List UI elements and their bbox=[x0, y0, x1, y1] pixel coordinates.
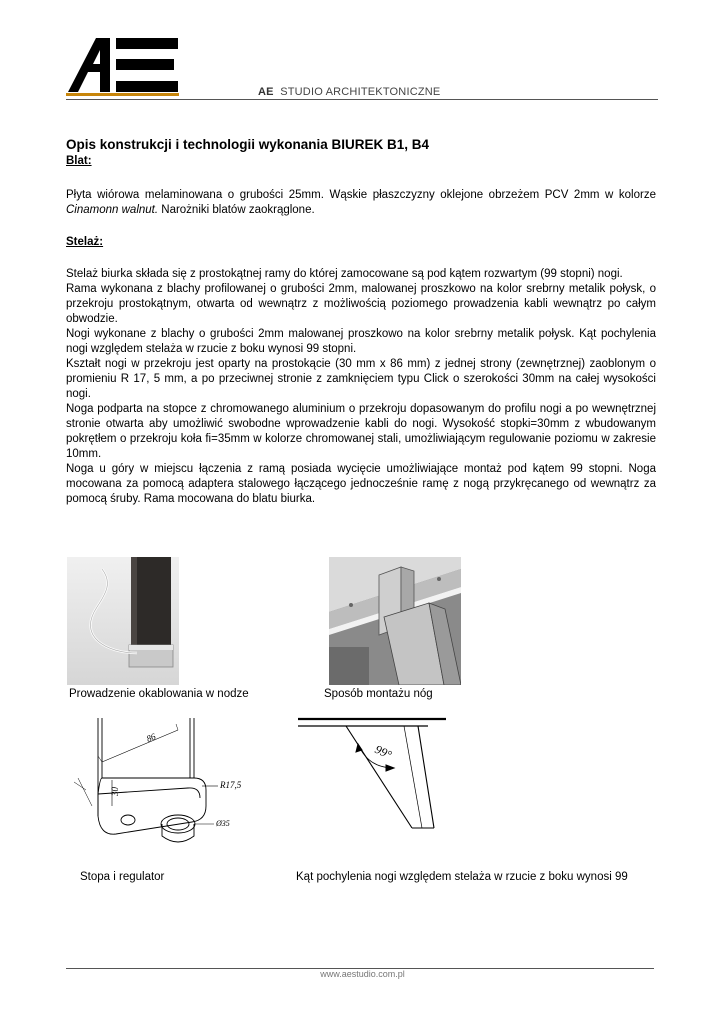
stelaz-paragraph: Kształt nogi w przekroju jest oparty na prostokącie (30 mm x 86 mm) z jednej strony (zewnętrznej) zaoblonym o promieniu R 17, 5 mm, a po przeciwnej stronie z zamknięciem typu Click o szerokości 30mm na całej wysokości nogi. bbox=[66, 358, 656, 400]
stelaz-text bbox=[66, 267, 656, 507]
leg-mounting-photo bbox=[329, 557, 461, 685]
angle-label: 99° bbox=[372, 742, 394, 762]
caption-foot-regulator: Stopa i regulator bbox=[80, 871, 165, 883]
section-heading-stelaz: Stelaż: bbox=[66, 236, 104, 248]
stelaz-paragraph: Rama wykonana z blachy profilowanej o grubości 2mm, malowanej proszkowo na kolor srebrny metalik połysk, o przekroju prostokątnym, otwarta od wewnątrz z możliwością poziomego prowadzenia kabli wewnątrz po całym obwodzie. bbox=[66, 283, 656, 325]
section-heading-blat: Blat: bbox=[66, 155, 92, 167]
leg-angle-drawing bbox=[298, 716, 448, 841]
footer-url: www.aestudio.com.pl bbox=[320, 969, 405, 979]
dim-width-label: 86 bbox=[145, 731, 158, 744]
cable-routing-photo bbox=[67, 557, 179, 685]
caption-leg-angle: Kąt pochylenia nogi względem stelaża w rzucie z boku wynosi 99 bbox=[296, 871, 628, 883]
document-title: Opis konstrukcji i technologii wykonania BIUREK B1, B4 bbox=[66, 137, 430, 152]
blat-paragraph: Płyta wiórowa melaminowana o grubości 25mm. Wąskie płaszczyzny oklejone obrzeżem PCV 2mm w kolorze Cinamonn walnut. Narożniki blatów zaokrąglone. bbox=[66, 189, 656, 216]
ae-logo bbox=[66, 36, 180, 96]
foot-regulator-drawing bbox=[66, 716, 246, 851]
caption-cable-routing: Prowadzenie okablowania w nodze bbox=[69, 688, 249, 700]
dim-radius-label: R17,5 bbox=[220, 780, 242, 790]
stelaz-paragraph: Noga u góry w miejscu łączenia z ramą posiada wycięcie umożliwiające montaż pod kątem 99 stopni. Noga mocowana za pomocą adaptera stalowego łączącego jednocześnie ramę z nogą przykręcanego od wewnątrz za pomocą śruby. Rama mocowana do blatu biurka. bbox=[66, 463, 656, 505]
studio-name: AE STUDIO ARCHITEKTONICZNE bbox=[258, 86, 441, 98]
dim-height-label: 30 bbox=[110, 787, 120, 796]
header-divider bbox=[66, 99, 658, 100]
caption-leg-mounting: Sposób montażu nóg bbox=[324, 688, 433, 700]
dim-diameter-label: Ø35 bbox=[216, 819, 230, 828]
stelaz-paragraph: Nogi wykonane z blachy o grubości 2mm malowanej proszkowo na kolor srebrny metalik połysk. Kąt pochylenia nogi względem stelaża w rzucie z boku wynosi 99 stopni. bbox=[66, 328, 656, 355]
stelaz-paragraph: Stelaż biurka składa się z prostokątnej ramy do której zamocowane są pod kątem rozwartym (99 stopni) nogi. bbox=[66, 268, 623, 280]
stelaz-paragraph: Noga podparta na stopce z chromowanego aluminium o przekroju dopasowanym do profilu nogi a po wewnętrznej stronie otwarta aby umożliwić swobodne wprowadzenie kabli do nogi. Wysokość stopki=30mm z wbudowanym pokrętłem o przekroju koła fi=35mm w kolorze chromowanej stali, umożliwiającym regulowanie poziomu w zakresie 10mm. bbox=[66, 403, 656, 460]
